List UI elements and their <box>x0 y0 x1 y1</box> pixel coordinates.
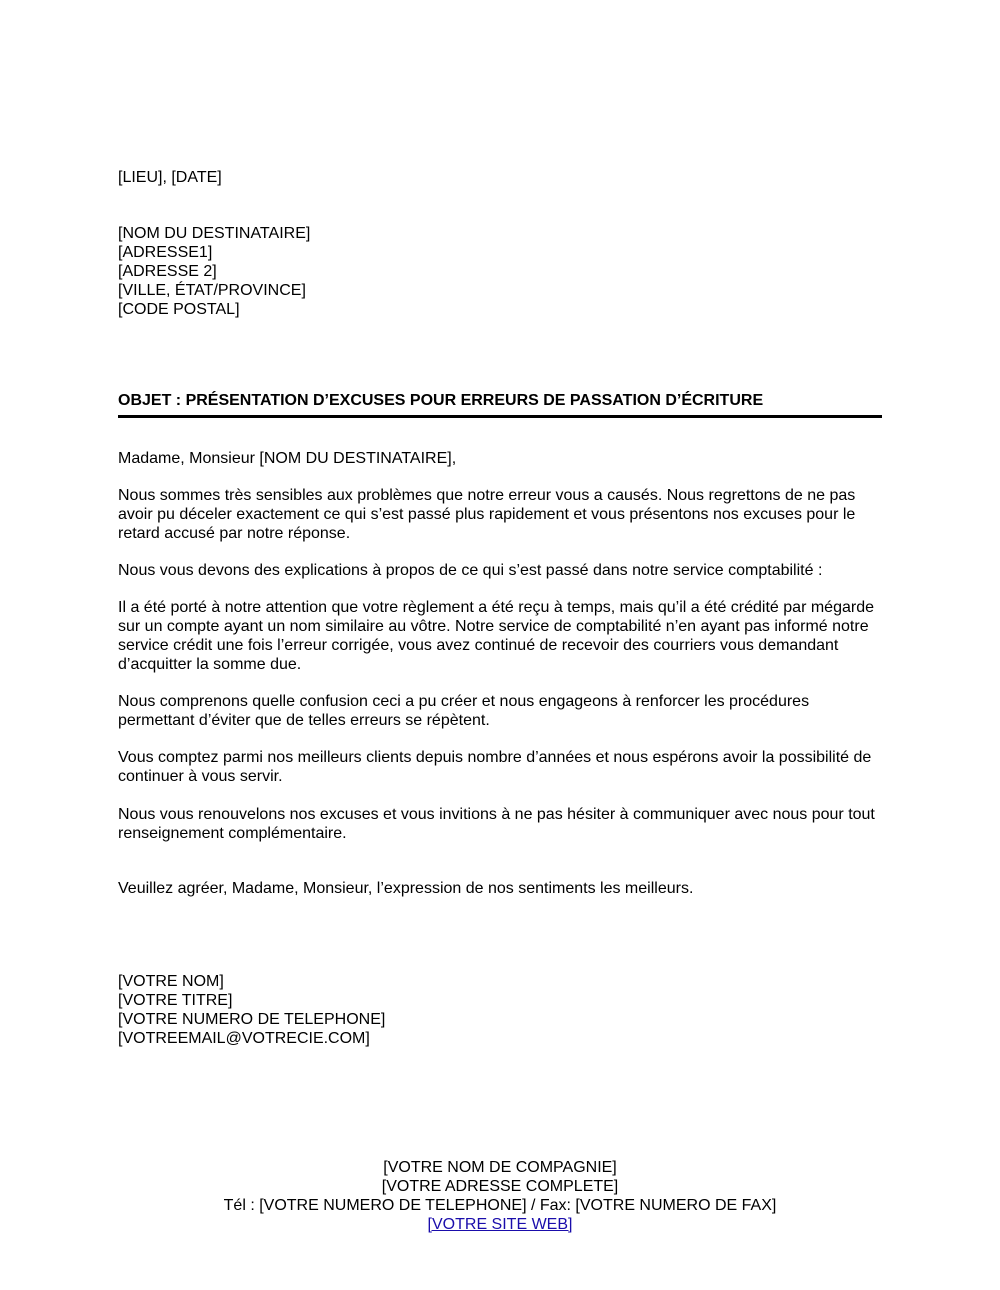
place-date-text: [LIEU], [DATE] <box>118 169 222 186</box>
body-paragraph-6 <box>118 805 883 843</box>
closing-text: Veuillez agréer, Madame, Monsieur, l’expression de nos sentiments les meilleurs. <box>118 880 694 897</box>
letter-footer <box>0 1158 1000 1234</box>
body-paragraph-2 <box>118 561 883 580</box>
body-paragraph-2-text: Nous vous devons des explications à propos de ce qui s’est passé dans notre service comptabilité : <box>118 562 823 579</box>
body-paragraph-6-text: Nous vous renouvelons nos excuses et vous invitions à ne pas hésiter à communiquer avec nous pour tout renseignement complémentaire. <box>118 806 875 842</box>
body-paragraph-4-text: Nous comprenons quelle confusion ceci a pu créer et nous engageons à renforcer les procédures permettant d’éviter que de telles erreurs se répètent. <box>118 693 810 729</box>
signature-phone: [VOTRE NUMERO DE TELEPHONE] <box>118 1011 386 1028</box>
subject-line: OBJET : PRÉSENTATION D’EXCUSES POUR ERREURS DE PASSATION D’ÉCRITURE <box>118 391 882 418</box>
recipient-postal: [CODE POSTAL] <box>118 301 240 318</box>
body-paragraph-4 <box>118 692 883 730</box>
closing <box>118 879 883 898</box>
signature-email: [VOTREEMAIL@VOTRECIE.COM] <box>118 1030 370 1047</box>
body-paragraph-1 <box>118 486 883 543</box>
footer-company: [VOTRE NOM DE COMPAGNIE] <box>383 1159 617 1176</box>
salutation <box>118 449 883 468</box>
body-paragraph-1-text: Nous sommes très sensibles aux problèmes que notre erreur vous a causés. Nous regrettons de ne pas avoir pu déceler exactement ce qui s’est passé plus rapidement et vous présentons nos excuses pour le retard accusé par notre réponse. <box>118 487 856 542</box>
footer-website-link[interactable]: [VOTRE SITE WEB] <box>427 1216 573 1233</box>
recipient-city: [VILLE, ÉTAT/PROVINCE] <box>118 282 306 299</box>
body-paragraph-5-text: Vous comptez parmi nos meilleurs clients depuis nombre d’années et nous espérons avoir la possibilité de continuer à vous servir. <box>118 749 872 785</box>
body-paragraph-3-text: Il a été porté à notre attention que votre règlement a été reçu à temps, mais qu’il a été crédité par mégarde sur un compte ayant un nom similaire au vôtre. Notre service de comptabilité n’en ayant pas informé notre service crédit une fois l’erreur corrigée, vous avez continué de recevoir des courriers vous demandant d’acquitter la somme due. <box>118 599 874 673</box>
signature-title: [VOTRE TITRE] <box>118 992 233 1009</box>
signature-name: [VOTRE NOM] <box>118 973 224 990</box>
recipient-address2: [ADRESSE 2] <box>118 263 217 280</box>
footer-contact: Tél : [VOTRE NUMERO DE TELEPHONE] / Fax: [VOTRE NUMERO DE FAX] <box>223 1197 777 1214</box>
salutation-text: Madame, Monsieur [NOM DU DESTINATAIRE], <box>118 450 457 467</box>
footer-address: [VOTRE ADRESSE COMPLETE] <box>381 1178 619 1195</box>
body-paragraph-5 <box>118 748 883 786</box>
body-paragraph-3 <box>118 598 883 674</box>
signature-block <box>118 972 883 1048</box>
recipient-address1: [ADRESSE1] <box>118 244 213 261</box>
place-date <box>118 168 883 187</box>
recipient-name: [NOM DU DESTINATAIRE] <box>118 225 311 242</box>
recipient-address <box>118 224 883 319</box>
footer-website-line <box>0 1215 1000 1234</box>
